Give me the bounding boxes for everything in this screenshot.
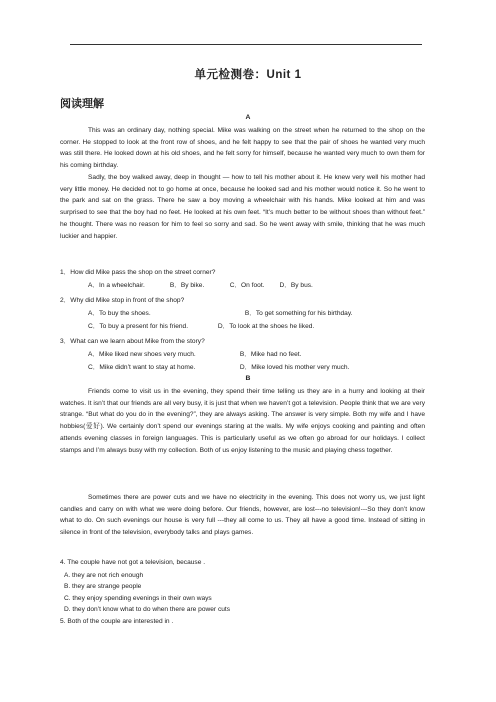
question-3: 3．What can we learn about Mike from the story? bbox=[60, 338, 205, 345]
option-2c: C．To buy a present for his friend. bbox=[88, 323, 189, 330]
option-3c: C．Mike didn’t want to stay at home. bbox=[88, 364, 196, 371]
page-title: 单元检测卷：Unit 1 bbox=[194, 69, 302, 81]
option-3a: A．Mike liked new shoes very much. bbox=[88, 351, 196, 358]
option-4b: B. they are strange people bbox=[64, 583, 142, 591]
passage-a-label: A bbox=[245, 114, 251, 121]
top-rule bbox=[70, 44, 422, 45]
question-2: 2．Why did Mike stop in front of the shop? bbox=[60, 297, 185, 304]
option-3d: D．Mike loved his mother very much. bbox=[239, 364, 350, 371]
question-1: 1．How did Mike pass the shop on the street corner? bbox=[60, 269, 216, 276]
question-4-options bbox=[64, 570, 230, 615]
option-4a: A. they are not rich enough bbox=[64, 572, 144, 579]
passage-b-paragraph-1: Friends come to visit us in the evening, they spend their time telling us they are in a hurry and looking at their watches. It isn’t that our friends are all very busy, it is just that when we haven’t got a television. People think that we are very strange. “But what do you do in the evening?”, they are always asking. The answer is very simple. Both my wife and I have hobbies(爱好). We certainly don’t spend our evenings staring at the walls. My wife enjoys cooking and painting and often attends evening classes in foreign languages. This is particularly useful as we often go abroad for our holidays. I collect stamps and I’m always busy with my collection. Both of us enjoy listening to the music and playing chess together. bbox=[60, 388, 425, 454]
question-3-options-row2 bbox=[88, 363, 349, 373]
question-5: 5. Both of the couple are interested in . bbox=[60, 618, 174, 625]
option-4c: C. they enjoy spending evenings in their own ways bbox=[64, 594, 212, 602]
option-1c: C．On foot. bbox=[229, 282, 265, 289]
passage-b-paragraph-2: Sometimes there are power cuts and we have no electricity in the evening. This does not worry us, we just light candles and carry on with what we were doing before. Our friends, however, are lost---no television!---So they don’t know what to do. On such evenings our house is very full ---they all come to us. They all have a good time. Instead of sitting in silence in front of the television, everybody talks and plays games. bbox=[60, 494, 425, 537]
option-1a: A．In a wheelchair. bbox=[88, 282, 145, 289]
option-2d: D．To look at the shoes he liked. bbox=[217, 323, 315, 330]
question-3-options-row1 bbox=[88, 350, 301, 360]
option-3b: B．Mike had no feet. bbox=[239, 351, 302, 358]
passage-a-paragraph-2: Sadly, the boy walked away, deep in thought — how to tell his mother about it. He knew very well his mother had very little money. He decided not to go home at once, because he looked sad and his mother would notice it. So he went to the park and sat on the grass. There he saw a boy moving a wheelchair with his hands. Mike looked at him and was surprised to see that the boy had no feet. He looked at his own feet. “It’s much better to be without shoes than without feet.” he thought. There was no reason for him to feel so sorry and sad. So he went away with smile, thinking that he was much luckier and happier. bbox=[60, 174, 425, 240]
option-2b: B．To get something for his birthday. bbox=[244, 310, 353, 317]
passage-a-paragraph-1: This was an ordinary day, nothing special. Mike was walking on the street when he returned to the shop on the corner. He stopped to look at the front row of shoes, and he felt happy to see that the pair of shoes he wanted very much was still there. He looked down at his old shoes, and he felt sorry for himself, because he wanted very much to own them for his coming birthday. bbox=[60, 127, 425, 170]
option-4d: D. they don’t know what to do when there are power cuts bbox=[64, 605, 231, 613]
passage-b-label: B bbox=[245, 375, 251, 382]
option-1b: B．By bike. bbox=[169, 282, 205, 289]
option-1d: D．By bus. bbox=[279, 282, 313, 289]
option-2a: A．To buy the shoes. bbox=[88, 310, 151, 317]
question-4: 4. The couple have not got a television, because . bbox=[60, 559, 206, 566]
question-2-options-row2 bbox=[88, 322, 314, 332]
section-heading: 阅读理解 bbox=[60, 98, 104, 110]
question-2-options-row1 bbox=[88, 309, 352, 319]
question-1-options bbox=[88, 281, 313, 291]
